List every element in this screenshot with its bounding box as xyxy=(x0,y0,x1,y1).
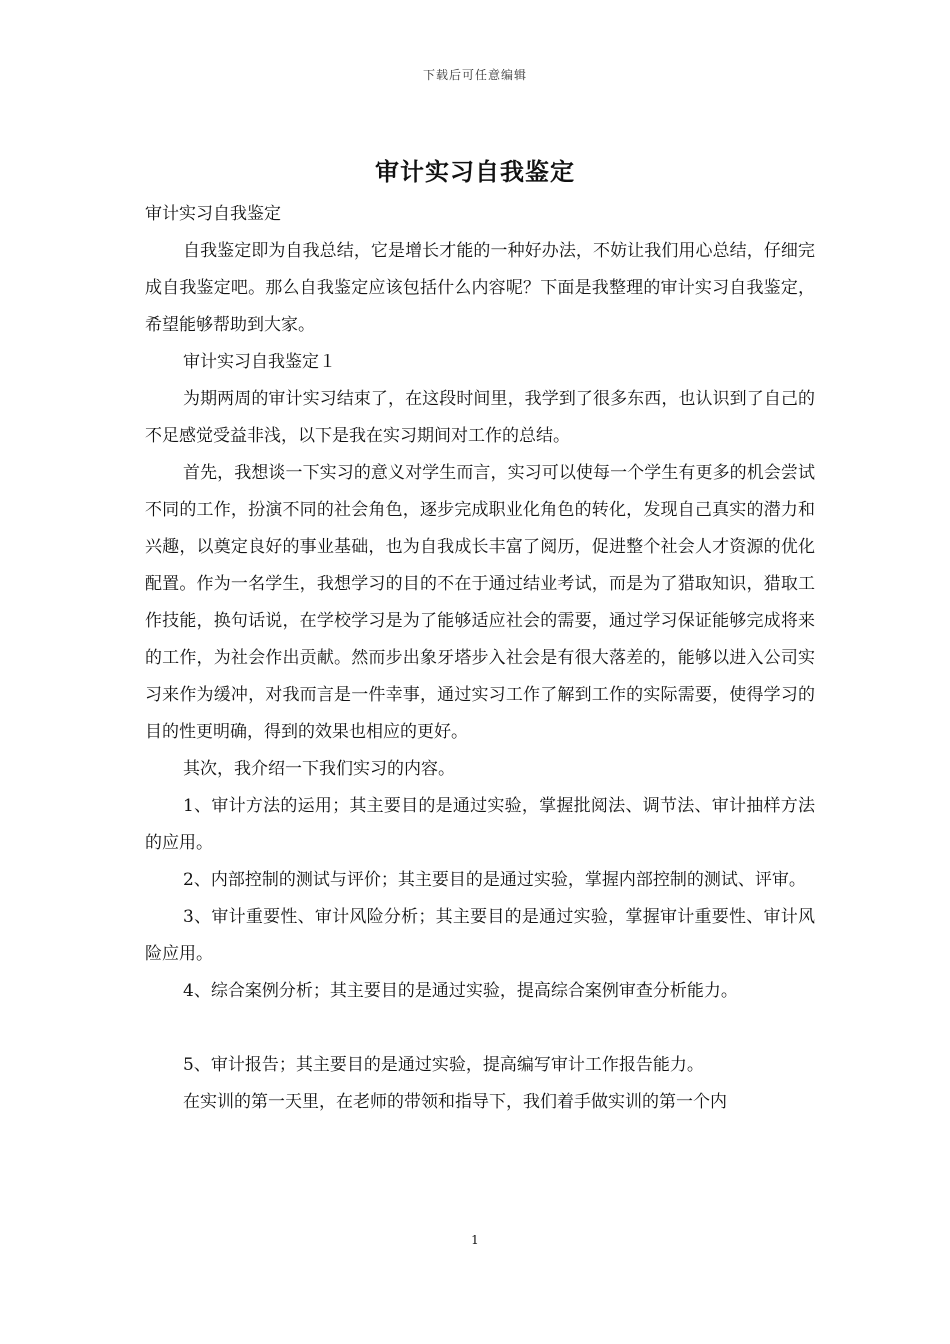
intro-paragraph: 自我鉴定即为自我总结，它是增长才能的一种好办法，不妨让我们用心总结，仔细完成自我鉴定吧。那么自我鉴定应该包括什么内容呢？下面是我整理的审计实习自我鉴定，希望能够帮助到大家。 xyxy=(145,241,815,335)
document-title: 审计实习自我鉴定 xyxy=(375,157,575,186)
body-paragraph: 其次，我介绍一下我们实习的内容。 xyxy=(183,759,455,779)
page-number: 1 xyxy=(471,1233,479,1247)
section-heading: 审计实习自我鉴定１ xyxy=(183,352,336,372)
document-body xyxy=(145,196,815,1121)
page-header-note: 下载后可任意编辑 xyxy=(422,68,527,82)
body-paragraph: 首先，我想谈一下实习的意义对学生而言，实习可以使每一个学生有更多的机会尝试不同的工作，扮演不同的社会角色，逐步完成职业化角色的转化，发现自己真实的潜力和兴趣，以奠定良好的事业基础，也为自我成长丰富了阅历，促进整个社会人才资源的优化配置。作为一名学生，我想学习的目的不在于通过结业考试，而是为了猎取知识，猎取工作技能，换句话说，在学校学习是为了能够适应社会的需要，通过学习保证能够完成将来的工作，为社会作出贡献。然而步出象牙塔步入社会是有很大落差的，能够以进入公司实习来作为缓冲，对我而言是一件幸事，通过实习工作了解到工作的实际需要，使得学习的目的性更明确，得到的效果也相应的更好。 xyxy=(145,463,815,742)
body-paragraph: 为期两周的审计实习结束了，在这段时间里，我学到了很多东西，也认识到了自己的不足感觉受益非浅，以下是我在实习期间对工作的总结。 xyxy=(145,389,815,446)
list-item: 3、审计重要性、审计风险分析；其主要目的是通过实验，掌握审计重要性、审计风险应用。 xyxy=(145,907,815,964)
list-item: 2、内部控制的测试与评价；其主要目的是通过实验，掌握内部控制的测试、评审。 xyxy=(183,870,806,890)
list-item: 1、审计方法的运用；其主要目的是通过实验，掌握批阅法、调节法、审计抽样方法的应用。 xyxy=(145,796,815,853)
subtitle-paragraph: 审计实习自我鉴定 xyxy=(145,204,281,224)
body-paragraph: 在实训的第一天里，在老师的带领和指导下，我们着手做实训的第一个内 xyxy=(183,1092,727,1112)
list-item: 5、审计报告；其主要目的是通过实验，提高编写审计工作报告能力。 xyxy=(183,1055,704,1075)
list-item: 4、综合案例分析；其主要目的是通过实验，提高综合案例审查分析能力。 xyxy=(183,981,738,1001)
